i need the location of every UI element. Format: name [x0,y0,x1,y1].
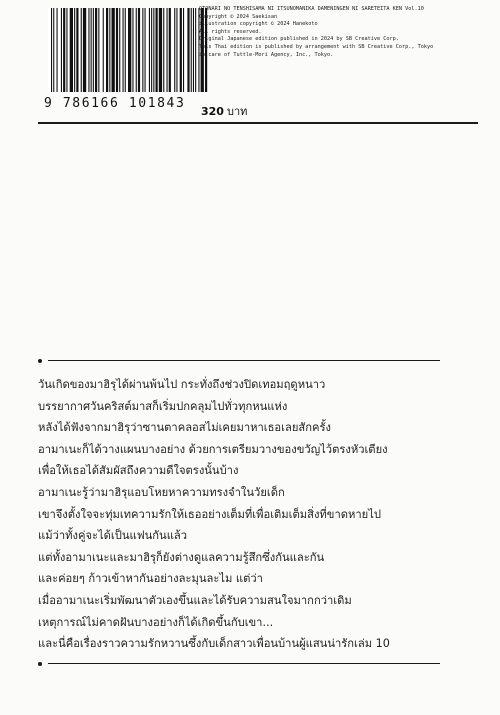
bottom-divider [38,659,440,671]
synopsis-line: เหตุการณ์ไม่คาดฝันบางอย่างก็ได้เกิดขึ้นกับเขา... [38,615,274,629]
synopsis-line: อามาเนะรู้ว่ามาฮิรุแอบโหยหาความทรงจำในวัยเด็ก [38,485,285,499]
price-unit: บาท [226,105,248,118]
synopsis-line: วันเกิดของมาฮิรุได้ผ่านพ้นไป กระทั่งถึงช่วงปิดเทอมฤดูหนาว [38,378,326,391]
synopsis-line: แม้ว่าทั้งคู่จะได้เป็นแฟนกันแล้ว [38,529,188,543]
legal-line: This Thai edition is published by arrangement with SB Creative Corp., Tokyo [199,43,434,50]
price-label [201,102,247,120]
copyright-block [38,4,478,124]
divider-line [48,663,440,664]
legal-line: Original Japanese edition published in 2024 by SB Creative Corp. [199,36,399,43]
synopsis-line: เมื่ออามาเนะเริ่มพัฒนาตัวเองขึ้นและได้รับความสนใจมากกว่าเดิม [38,593,352,607]
legal-line: All rights reserved. [199,28,262,35]
legal-line: illustration copyright © 2024 Hanekoto [199,21,318,28]
isbn-number: 9 786166 101843 [44,96,186,111]
synopsis-line: เพื่อให้เธอได้สัมผัสถึงความดีใจตรงนั้นบ้าง [38,464,239,478]
synopsis-line: และค่อยๆ ก้าวเข้าหากันอย่างละมุนละไม แต่ว่า [38,572,263,586]
synopsis-line: อามาเนะก็ได้วางแผนบางอย่าง ด้วยการเตรียมวางของขวัญไว้ตรงหัวเตียง [38,442,388,456]
bullet-dot [38,359,42,363]
price-amount: 320 [201,105,224,118]
synopsis-line: บรรยากาศวันคริสต์มาสก็เริ่มปกคลุมไปทั่วทุกหนแห่ง [38,399,288,413]
isbn-barcode [48,8,208,92]
synopsis [38,356,440,671]
top-divider [38,356,440,368]
synopsis-line: และนี่คือเรื่องราวความรักหวานซึ้งกับเด็กสาวเพื่อนบ้านผู้แสนน่ารักเล่ม 10 [38,637,390,651]
divider-line [48,360,440,361]
synopsis-line: หลังได้ฟังจากมาฮิรุว่าซานตาคลอสไม่เคยมาหาเธอเลยสักครั้ง [38,421,331,435]
legal-line: in care of Tuttle-Mori Agency, Inc., Tokyo. [199,51,334,58]
legal-line: OTONARI NO TENSHISAMA NI ITSUNOMANIKA DAMENINGEN NI SARETEITA KEN Vol.10 [199,6,424,12]
synopsis-line: แต่ทั้งอามาเนะและมาฮิรุก็ยังต่างดูแลความรู้สึกซึ่งกันและกัน [38,550,325,564]
bullet-dot [38,662,42,666]
legal-notice [199,6,481,59]
synopsis-line: เขาจึงตั้งใจจะทุ่มเทความรักให้เธออย่างเต็มที่เพื่อเติมเต็มสิ่งที่ขาดหายไป [38,507,381,521]
legal-line: Copyright © 2024 Saekisan [199,13,278,20]
synopsis-text [38,374,440,655]
